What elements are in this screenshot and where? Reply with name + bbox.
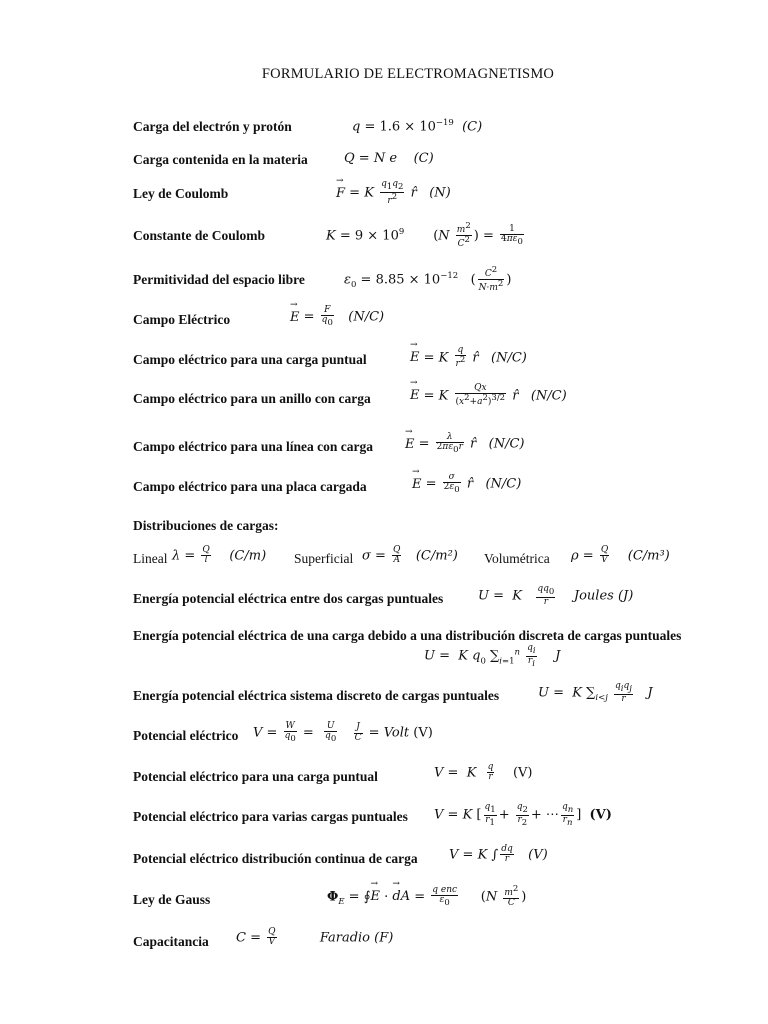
section-heading: Distribuciones de cargas: — [133, 518, 279, 533]
formula-expression: V = K [ $\frac{q_1}{r_1}$ + $\frac{q_2}{r_2}$ + ⋯ $\frac{q_n}{r_n}$ ] (V) — [434, 802, 612, 828]
formula-label: Ley de Gauss — [133, 892, 211, 907]
formula-expression: σ = $\frac{Q}{A}$ (C/m²) — [362, 545, 458, 566]
formula-row — [133, 591, 443, 607]
formula-label: Potencial eléctrico — [133, 728, 239, 743]
formula-row — [133, 186, 228, 202]
formula-expression: $\Phi_E$ = ∮→ E · → dA = $\frac{\text{q enc}}{\varepsilon_0}$ (N $\frac{m^2}{C}$ ) — [327, 885, 526, 909]
formula-label: Carga del electrón y protón — [133, 119, 292, 134]
formula-label: Potencial eléctrico para una carga puntual — [133, 769, 378, 784]
document-title: FORMULARIO DE ELECTROMAGNETISMO — [261, 66, 555, 82]
distribution-superficial: Superficial — [294, 551, 354, 566]
formula-label: Constante de Coulomb — [133, 228, 266, 243]
formula-expression: U = K $\sum_{i<j}$ $\frac{q_iq_j}{r}$ J — [538, 681, 653, 704]
formula-expression: $\varepsilon_0 = 8.85 \times 10^{-12}$ ( $\frac{C^2}{N\cdot m^2}$ ) — [344, 265, 512, 294]
formula-row — [133, 892, 210, 908]
formula-row — [133, 272, 305, 288]
formula-row — [133, 312, 230, 328]
formula-row — [133, 152, 308, 168]
formula-row — [133, 119, 292, 135]
formula-row — [133, 352, 367, 368]
formula-expression: V = K ∫ $\frac{dq}{r}$ (V) — [449, 844, 548, 865]
formula-label: Carga contenida en la materia — [133, 152, 308, 167]
formula-expression: λ = $\frac{Q}{l}$ (C/m) — [172, 545, 267, 566]
distribution-lineal: Lineal — [133, 551, 168, 566]
formula-label: Energía potencial eléctrica entre dos cargas puntuales — [133, 591, 444, 606]
formula-expression: Q = N e (C) — [344, 151, 434, 166]
formula-expression: ρ = $\frac{Q}{V}$ (C/m³) — [571, 545, 670, 566]
formula-expression: U = K $q_0$ $\sum_{i=1}^n$ $\frac{q_i}{r_i}$ J — [424, 643, 561, 669]
distribution-volumetrica: Volumétrica — [484, 551, 550, 566]
formula-expression: → F = K $\frac{q_1q_2}{r^2}$ r̂ (N) — [336, 180, 451, 206]
formula-expression: U = K $\frac{qq_0}{r}$ Joules (J) — [478, 584, 634, 607]
formula-row — [133, 391, 371, 407]
formula-label: Energía potencial eléctrica sistema discreto de cargas puntuales — [133, 688, 500, 703]
formula-expression: → E = K $\frac{q}{r^2}$ r̂ (N/C) — [410, 346, 527, 370]
formula-row — [133, 728, 238, 744]
formula-label: Ley de Coulomb — [133, 186, 229, 201]
formula-expression: C = $\frac{Q}{V}$ Faradio (F) — [236, 927, 394, 948]
formula-row — [133, 688, 499, 704]
formula-expression: → E = $\frac{\lambda}{2\pi\varepsilon_0r}$ r̂ (N/C) — [405, 433, 525, 455]
formula-expression: $K = 9 \times 10^9$ (N $\frac{m^2}{C^2}$ ) = $\frac{1}{4\pi\varepsilon_0}$ — [326, 221, 523, 250]
formula-row — [133, 439, 373, 455]
formula-label: Campo eléctrico para una placa cargada — [133, 479, 367, 494]
formula-label: Permitividad del espacio libre — [133, 272, 305, 287]
formula-row — [133, 769, 378, 785]
formula-expression: V = K $\frac{q}{r}$ (V) — [434, 762, 533, 783]
formula-label: Campo Eléctrico — [133, 312, 231, 327]
formula-label: Campo eléctrico para un anillo con carga — [133, 391, 371, 406]
formula-label: Potencial eléctrico para varias cargas puntuales — [133, 809, 408, 824]
formula-row — [133, 809, 408, 825]
formula-label: Campo eléctrico para una línea con carga — [133, 439, 373, 454]
formula-expression: $q = 1.6 \times 10^{-19}$ (C) — [352, 118, 483, 135]
formula-row — [133, 851, 418, 867]
formula-expression: → E = K $\frac{Qx}{(x^2+a^2)^{3/2}}$ r̂ (N/C) — [410, 384, 567, 408]
formula-expression: V = $\frac{W}{q_0}$ = $\frac{U}{q_0}$ $\frac{J}{C}$ = Volt (V) — [253, 721, 433, 745]
formula-paragraph: Energía potencial eléctrica de una carga debido a una distribución discreta de cargas puntuales — [133, 628, 682, 643]
formula-label: Campo eléctrico para una carga puntual — [133, 352, 367, 367]
formula-row — [133, 934, 209, 950]
formula-expression: → E = $\frac{\sigma}{2\varepsilon_0}$ r̂ (N/C) — [412, 473, 521, 495]
formula-label: Potencial eléctrico distribución continua de carga — [133, 851, 418, 866]
formula-label: Capacitancia — [133, 934, 209, 949]
formula-expression: → E = $\frac{F}{q_0}$ (N/C) — [290, 306, 384, 328]
formula-row — [133, 479, 367, 495]
formula-row — [133, 228, 265, 244]
